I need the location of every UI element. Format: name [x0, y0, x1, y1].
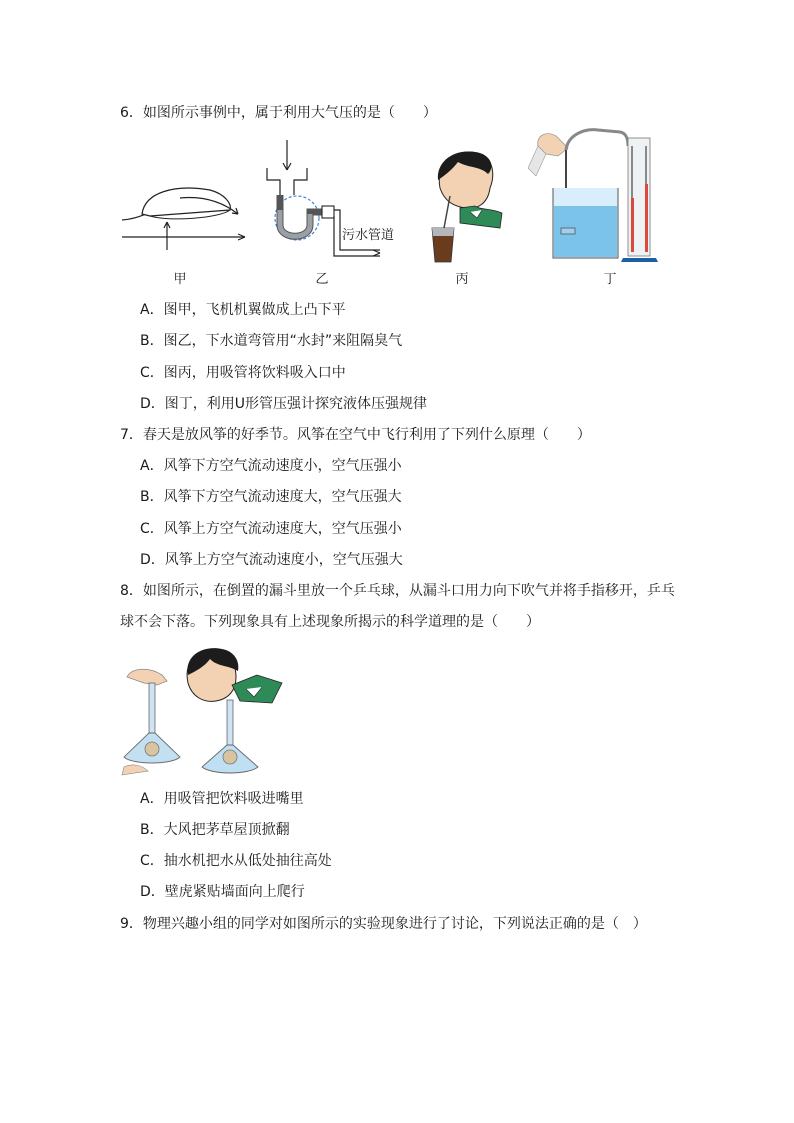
question-7-option-c: C．风筝上方空气流动速度大，空气压强小 — [140, 521, 402, 537]
caption-yi: 乙 — [315, 272, 329, 287]
pipe-label: 污水管道 — [342, 228, 395, 243]
question-6-option-d: D．图丁，利用U形管压强计探究液体压强规律 — [140, 396, 428, 412]
figure-yi-sink-trap — [262, 140, 402, 265]
question-8-option-b: B．大风把茅草屋顶掀翻 — [140, 822, 290, 838]
question-8-stem-line-1 — [120, 582, 675, 600]
question-7-option-d: D．风筝上方空气流动速度小，空气压强大 — [140, 552, 403, 568]
question-8-option-c: C．抽水机把水从低处抽往高处 — [140, 853, 332, 869]
question-8-option-d: D．壁虎紧贴墙面向上爬行 — [140, 884, 305, 900]
question-9-number: 9． — [120, 916, 143, 932]
question-6-number: 6． — [120, 105, 143, 121]
figure-ding-manometer — [528, 128, 663, 266]
figure-jia-wing — [120, 170, 250, 250]
question-6-option-c: C．图丙，用吸管将饮料吸入口中 — [140, 365, 346, 381]
question-6-option-b: B．图乙，下水道弯管用“水封”来阻隔臭气 — [140, 333, 403, 349]
caption-ding: 丁 — [603, 272, 617, 287]
figure-bing-boy-straw — [430, 148, 510, 266]
question-7-stem — [120, 426, 591, 444]
question-7-option-b: B．风筝下方空气流动速度大，空气压强大 — [140, 489, 402, 505]
caption-jia: 甲 — [173, 272, 187, 287]
question-8-option-a: A．用吸管把饮料吸进嘴里 — [140, 791, 304, 807]
question-6-option-a: A．图甲，飞机机翼做成上凸下平 — [140, 302, 346, 318]
question-7-number: 7． — [120, 427, 143, 443]
question-6-text: 如图所示事例中，属于利用大气压的是（ ） — [142, 105, 437, 121]
question-9-text: 物理兴趣小组的同学对如图所示的实验现象进行了讨论，下列说法正确的是（ ） — [142, 916, 647, 932]
question-7-text: 春天是放风筝的好季节。风筝在空气中飞行利用了下列什么原理（ ） — [142, 427, 591, 443]
question-8-stem-line-2: 球不会下落。下列现象具有上述现象所揭示的科学道理的是（ ） — [120, 614, 540, 630]
question-8-text-line-1: 如图所示，在倒置的漏斗里放一个乒乓球，从漏斗口用力向下吹气并将手指移开，乒乓 — [142, 583, 675, 599]
question-7-option-a: A．风筝下方空气流动速度小，空气压强小 — [140, 458, 402, 474]
figure-q8-funnel-experiment — [122, 645, 292, 775]
caption-bing: 丙 — [455, 272, 469, 287]
question-6-stem — [120, 104, 437, 122]
question-9-stem — [120, 915, 647, 933]
question-8-number: 8． — [120, 583, 143, 599]
